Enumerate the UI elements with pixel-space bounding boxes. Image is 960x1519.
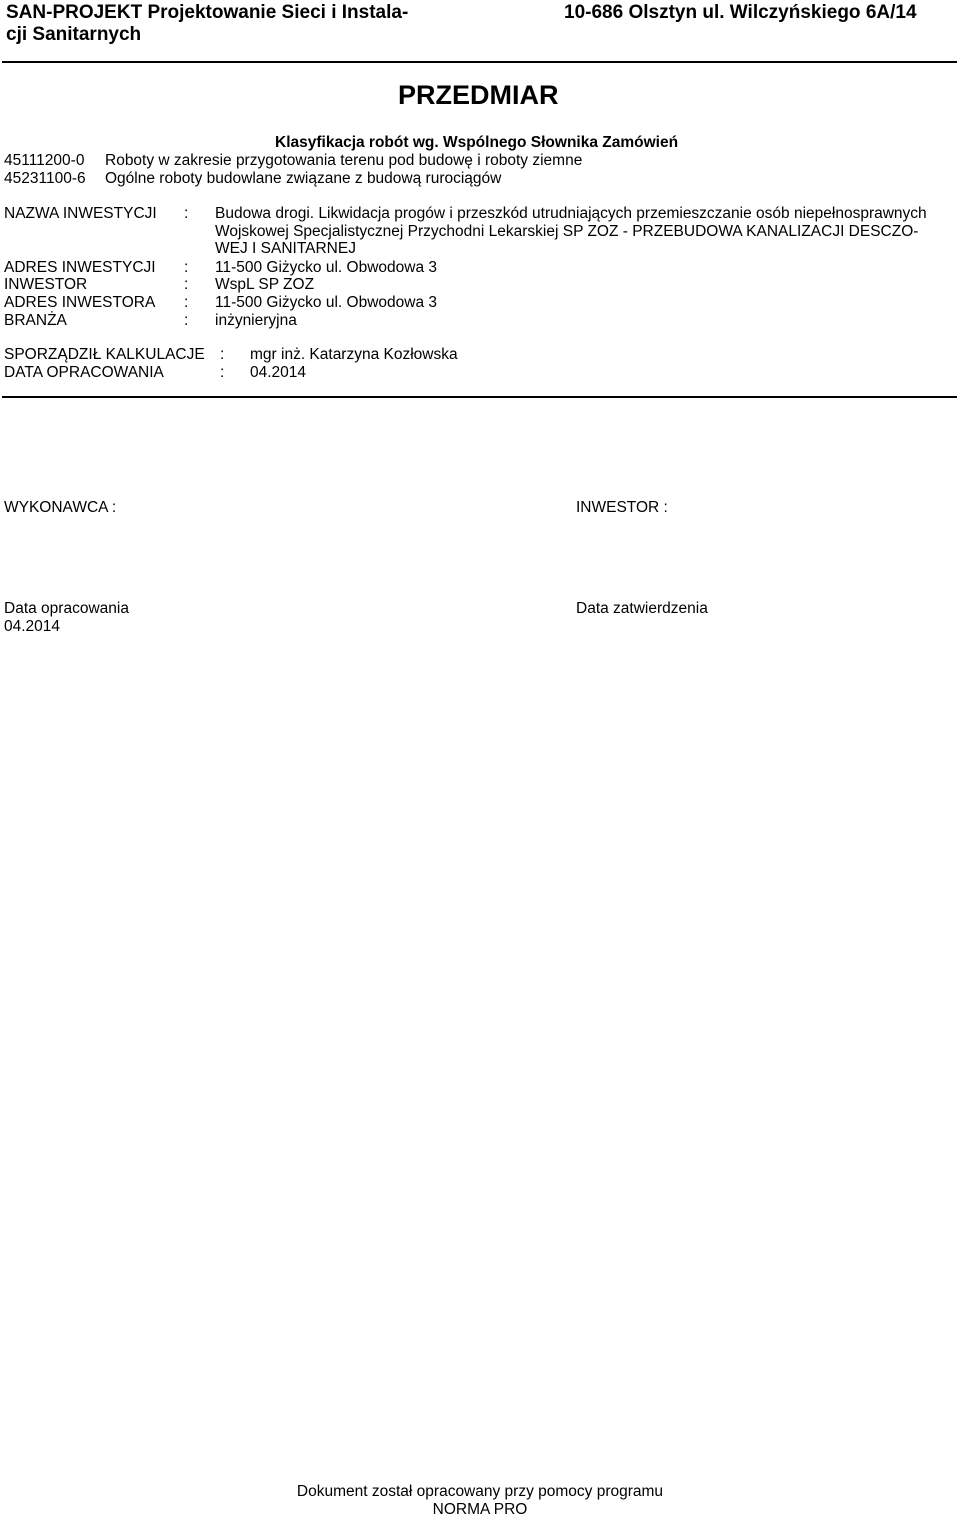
- code-number: 45231100-6: [4, 170, 86, 187]
- preparation-date-label: DATA OPRACOWANIA: [4, 364, 164, 381]
- investment-name-line: Wojskowej Specjalistycznej Przychodni Lekarskiej SP ZOZ - PRZEBUDOWA KANALIZACJI DESCZO-: [215, 222, 919, 240]
- footer-program-name: NORMA PRO: [432, 1501, 528, 1518]
- investment-name-value: [215, 205, 927, 258]
- investor-value: WspL SP ZOZ: [215, 276, 315, 293]
- preparation-date-caption: Data opracowania: [4, 600, 129, 617]
- company-name: [6, 2, 408, 46]
- classification-heading: Klasyfikacja robót wg. Wspólnego Słownika Zamówień: [275, 134, 679, 151]
- investment-address-value: 11-500 Giżycko ul. Obwodowa 3: [215, 259, 437, 276]
- code-description: Roboty w zakresie przygotowania terenu pod budowę i roboty ziemne: [105, 152, 583, 169]
- page-title: PRZEDMIAR: [398, 80, 559, 110]
- colon: :: [220, 364, 225, 381]
- colon: :: [184, 259, 189, 276]
- header-divider: [2, 61, 957, 63]
- prepared-by-label: SPORZĄDZIŁ KALKULACJE: [4, 346, 205, 363]
- preparation-date-value: 04.2014: [250, 364, 307, 381]
- colon: :: [220, 346, 225, 363]
- investment-name-label: NAZWA INWESTYCJI: [4, 205, 157, 222]
- investor-address-label: ADRES INWESTORA: [4, 294, 156, 311]
- preparation-date-text: 04.2014: [4, 618, 61, 635]
- branch-label: BRANŻA: [4, 312, 67, 329]
- preparation-date-block: [4, 600, 129, 636]
- investor-label: INWESTOR: [4, 276, 88, 293]
- colon: :: [184, 205, 189, 222]
- footer-line: Dokument został opracowany przy pomocy programu: [296, 1483, 664, 1500]
- branch-value: inżynieryjna: [215, 312, 297, 329]
- investment-name-line: Budowa drogi. Likwidacja progów i przeszkód utrudniających przemieszczanie osób niepełnosprawnych: [215, 205, 927, 222]
- investor-address-value: 11-500 Giżycko ul. Obwodowa 3: [215, 294, 437, 311]
- company-name-line2: cji Sanitarnych: [6, 24, 142, 45]
- prepared-by-value: mgr inż. Katarzyna Kozłowska: [250, 346, 458, 363]
- investment-name-line: WEJ I SANITARNEJ: [215, 240, 356, 257]
- contractor-label: WYKONAWCA :: [4, 499, 117, 516]
- code-description: Ogólne roboty budowlane związane z budową rurociągów: [105, 170, 502, 187]
- investment-address-label: ADRES INWESTYCJI: [4, 259, 156, 276]
- colon: :: [184, 276, 189, 293]
- company-address: 10-686 Olsztyn ul. Wilczyńskiego 6A/14: [564, 2, 917, 23]
- approval-date-caption: Data zatwierdzenia: [576, 600, 708, 617]
- code-row: [4, 152, 583, 170]
- investor-signature-label: INWESTOR :: [576, 499, 668, 516]
- section-divider: [2, 396, 957, 398]
- colon: :: [184, 312, 189, 329]
- colon: :: [184, 294, 189, 311]
- company-name-line1: SAN-PROJEKT Projektowanie Sieci i Instala-: [6, 2, 409, 23]
- footer: [0, 1483, 960, 1519]
- code-row: [4, 170, 502, 188]
- code-number: 45111200-0: [4, 152, 85, 169]
